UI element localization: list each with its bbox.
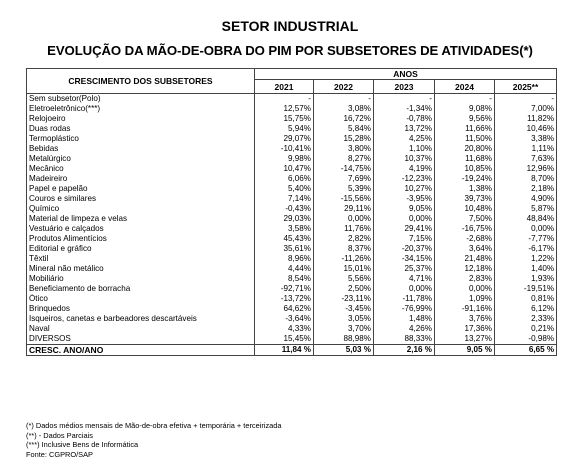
growth-value: -10,41% (255, 144, 314, 154)
growth-value: -15,56% (314, 194, 374, 204)
subsector-name: Couros e similares (27, 194, 255, 204)
subsector-name: Produtos Alimentícios (27, 234, 255, 244)
growth-value: 29,03% (255, 214, 314, 224)
growth-value: -19,51% (495, 284, 557, 294)
growth-value: 5,56% (314, 274, 374, 284)
growth-value: 88,33% (374, 334, 435, 345)
subsector-name: Papel e papelão (27, 184, 255, 194)
growth-value: 29,07% (255, 134, 314, 144)
footnotes (26, 421, 282, 459)
growth-value: 10,85% (435, 164, 495, 174)
growth-value: 11,66% (435, 124, 495, 134)
table-row (27, 244, 557, 254)
footnote: (*) Dados médios mensais de Mão-de-obra efetiva + temporária + terceirizada (26, 421, 282, 430)
growth-value: 0,00% (314, 214, 374, 224)
table-row (27, 164, 557, 174)
growth-value: 5,84% (314, 124, 374, 134)
growth-value: 6,06% (255, 174, 314, 184)
growth-value: 0,00% (435, 284, 495, 294)
growth-value: 5,40% (255, 184, 314, 194)
growth-value: -23,11% (314, 294, 374, 304)
growth-value: -34,15% (374, 254, 435, 264)
growth-value: 0,21% (495, 324, 557, 334)
table-row (27, 114, 557, 124)
growth-value: -19,24% (435, 174, 495, 184)
total-value: 5,03 % (314, 345, 374, 356)
growth-value: 7,50% (435, 214, 495, 224)
table-row (27, 314, 557, 324)
growth-value: 8,27% (314, 154, 374, 164)
table-row (27, 294, 557, 304)
subsector-name: Termoplástico (27, 134, 255, 144)
table-row (27, 154, 557, 164)
table-row (27, 234, 557, 244)
page-title: SETOR INDUSTRIAL (221, 18, 359, 34)
growth-value: 3,64% (435, 244, 495, 254)
growth-value: 9,98% (255, 154, 314, 164)
growth-value: 11,50% (435, 134, 495, 144)
growth-value: 15,75% (255, 114, 314, 124)
growth-value: -16,75% (435, 224, 495, 234)
year-header: 2023 (374, 80, 435, 94)
total-value: 9,05 % (435, 345, 495, 356)
footnote: (***) Inclusive Bens de Informática (26, 440, 139, 450)
table-row (27, 304, 557, 314)
growth-value: 3,76% (435, 314, 495, 324)
growth-value: 4,71% (374, 274, 435, 284)
growth-value: 5,94% (255, 124, 314, 134)
growth-value: 2,50% (314, 284, 374, 294)
growth-value: 13,27% (435, 334, 495, 345)
table-row (27, 144, 557, 154)
table-row (27, 134, 557, 144)
growth-value: 88,98% (314, 334, 374, 345)
growth-value: - (435, 94, 495, 105)
subsector-name: Duas rodas (27, 124, 255, 134)
growth-value: 4,33% (255, 324, 314, 334)
growth-value: -76,99% (374, 304, 435, 314)
subsector-name: Editorial e gráfico (27, 244, 255, 254)
growth-value: 35,61% (255, 244, 314, 254)
table-row (27, 94, 557, 105)
total-value: 2,16 % (374, 345, 435, 356)
table-row (27, 274, 557, 284)
year-header: 2021 (255, 80, 314, 94)
table-row (27, 224, 557, 234)
growth-value: 7,00% (495, 104, 557, 114)
growth-value: 4,19% (374, 164, 435, 174)
growth-value: -0,43% (255, 204, 314, 214)
growth-value: 2,18% (495, 184, 557, 194)
subsector-name: Bebidas (27, 144, 255, 154)
growth-value: 12,18% (435, 264, 495, 274)
subsector-name: Isqueiros, canetas e barbeadores descartáveis (27, 314, 255, 324)
growth-value: 1,93% (495, 274, 557, 284)
growth-value: - (374, 94, 435, 105)
table-body (27, 94, 557, 356)
growth-value: 3,58% (255, 224, 314, 234)
subsector-name: Mineral não metálico (27, 264, 255, 274)
growth-value: -3,95% (374, 194, 435, 204)
growth-value: 0,00% (374, 284, 435, 294)
growth-value: -14,75% (314, 164, 374, 174)
table-row (27, 334, 557, 345)
subsector-name: Vestuário e calçados (27, 224, 255, 234)
subsector-name: Relojoeiro (27, 114, 255, 124)
year-header: 2022 (314, 80, 374, 94)
growth-value: 10,48% (435, 204, 495, 214)
growth-value: -91,16% (435, 304, 495, 314)
total-label: CRESC. ANO/ANO (27, 345, 255, 356)
subsector-name: Naval (27, 324, 255, 334)
subsector-name: Metalúrgico (27, 154, 255, 164)
growth-value: - (495, 94, 557, 105)
growth-value: 2,83% (435, 274, 495, 284)
growth-value: 12,57% (255, 104, 314, 114)
table-row (27, 184, 557, 194)
growth-value: 39,73% (435, 194, 495, 204)
page-subtitle: EVOLUÇÃO DA MÃO-DE-OBRA DO PIM POR SUBSETORES DE ATIVIDADES(*) (47, 43, 533, 58)
growth-value: -0,78% (374, 114, 435, 124)
footnote: (**) - Dados Parciais (26, 430, 93, 440)
growth-value: -1,34% (374, 104, 435, 114)
table-row (27, 284, 557, 294)
table-row (27, 174, 557, 184)
growth-value: 4,26% (374, 324, 435, 334)
growth-value: 21,48% (435, 254, 495, 264)
growth-value: 1,40% (495, 264, 557, 274)
subsector-name: Mecânico (27, 164, 255, 174)
growth-value: 1,09% (435, 294, 495, 304)
growth-value: 7,69% (314, 174, 374, 184)
growth-value: 10,47% (255, 164, 314, 174)
subsector-name: Eletroeletrônico(***) (27, 104, 255, 114)
growth-value: 15,45% (255, 334, 314, 345)
growth-value: 0,81% (495, 294, 557, 304)
growth-value: 9,05% (374, 204, 435, 214)
growth-value: 1,38% (435, 184, 495, 194)
growth-value: 16,72% (314, 114, 374, 124)
growth-value: 4,90% (495, 194, 557, 204)
growth-value: -11,26% (314, 254, 374, 264)
subsector-name: Mobiliário (27, 274, 255, 284)
growth-value: 2,82% (314, 234, 374, 244)
subsector-name: Ótico (27, 294, 255, 304)
source-note: Fonte: CGPRO/SAP (26, 449, 93, 459)
growth-value: -3,45% (314, 304, 374, 314)
growth-value: 11,82% (495, 114, 557, 124)
growth-value: 48,84% (495, 214, 557, 224)
growth-value: -92,71% (255, 284, 314, 294)
growth-value: -11,78% (374, 294, 435, 304)
year-header: 2025** (495, 80, 557, 94)
growth-value: 9,08% (435, 104, 495, 114)
growth-value: 3,70% (314, 324, 374, 334)
growth-value: - (255, 94, 314, 105)
table-row (27, 204, 557, 214)
growth-value: 0,00% (495, 224, 557, 234)
growth-value: 7,14% (255, 194, 314, 204)
total-value: 6,65 % (495, 345, 557, 356)
total-value: 11,84 % (255, 345, 314, 356)
table-row (27, 264, 557, 274)
growth-value: 11,68% (435, 154, 495, 164)
growth-value: 17,36% (435, 324, 495, 334)
growth-value: 5,87% (495, 204, 557, 214)
growth-value: 10,37% (374, 154, 435, 164)
growth-value: -6,17% (495, 244, 557, 254)
subsector-name: Químico (27, 204, 255, 214)
subsector-name: Madeireiro (27, 174, 255, 184)
table-row (27, 104, 557, 114)
years-group-header: ANOS (255, 69, 557, 80)
subsector-name: Têxtil (27, 254, 255, 264)
growth-value: 15,28% (314, 134, 374, 144)
growth-value: 5,39% (314, 184, 374, 194)
growth-value: 1,48% (374, 314, 435, 324)
growth-value: 29,11% (314, 204, 374, 214)
growth-value: 3,38% (495, 134, 557, 144)
growth-value: 10,46% (495, 124, 557, 134)
growth-value: 7,15% (374, 234, 435, 244)
growth-value: 11,76% (314, 224, 374, 234)
growth-value: -0,98% (495, 334, 557, 345)
growth-value: 1,22% (495, 254, 557, 264)
growth-value: 4,44% (255, 264, 314, 274)
growth-value: -2,68% (435, 234, 495, 244)
subsector-growth-table (26, 68, 557, 356)
growth-value: 0,00% (374, 214, 435, 224)
year-header: 2024 (435, 80, 495, 94)
growth-value: -7,77% (495, 234, 557, 244)
growth-value: -3,64% (255, 314, 314, 324)
subsector-name: Beneficiamento de borracha (27, 284, 255, 294)
table-row (27, 214, 557, 224)
growth-value: 13,72% (374, 124, 435, 134)
growth-value: 8,70% (495, 174, 557, 184)
growth-value: 8,54% (255, 274, 314, 284)
growth-value: 1,11% (495, 144, 557, 154)
subsector-name: Material de limpeza e velas (27, 214, 255, 224)
growth-value: 25,37% (374, 264, 435, 274)
growth-value: 3,80% (314, 144, 374, 154)
growth-value: 6,12% (495, 304, 557, 314)
growth-value: 8,96% (255, 254, 314, 264)
growth-value: 15,01% (314, 264, 374, 274)
growth-value: 9,56% (435, 114, 495, 124)
total-row (27, 345, 557, 356)
growth-value: 45,43% (255, 234, 314, 244)
growth-value: 1,10% (374, 144, 435, 154)
table-row (27, 324, 557, 334)
growth-value: 20,80% (435, 144, 495, 154)
growth-value: -12,23% (374, 174, 435, 184)
growth-value: -13,72% (255, 294, 314, 304)
growth-value: - (314, 94, 374, 105)
growth-value: 3,05% (314, 314, 374, 324)
subsector-name: Sem subsetor(Polo) (27, 94, 255, 105)
growth-value: 2,33% (495, 314, 557, 324)
row-header: CRESCIMENTO DOS SUBSETORES (27, 69, 255, 94)
growth-value: 64,62% (255, 304, 314, 314)
table-row (27, 254, 557, 264)
growth-value: 4,25% (374, 134, 435, 144)
growth-value: 3,08% (314, 104, 374, 114)
growth-value: 10,27% (374, 184, 435, 194)
growth-value: 8,37% (314, 244, 374, 254)
growth-value: -20,37% (374, 244, 435, 254)
table-row (27, 124, 557, 134)
subsector-name: Brinquedos (27, 304, 255, 314)
table-row (27, 194, 557, 204)
subsector-name: DIVERSOS (27, 334, 255, 345)
growth-value: 7,63% (495, 154, 557, 164)
growth-value: 29,41% (374, 224, 435, 234)
growth-value: 12,96% (495, 164, 557, 174)
